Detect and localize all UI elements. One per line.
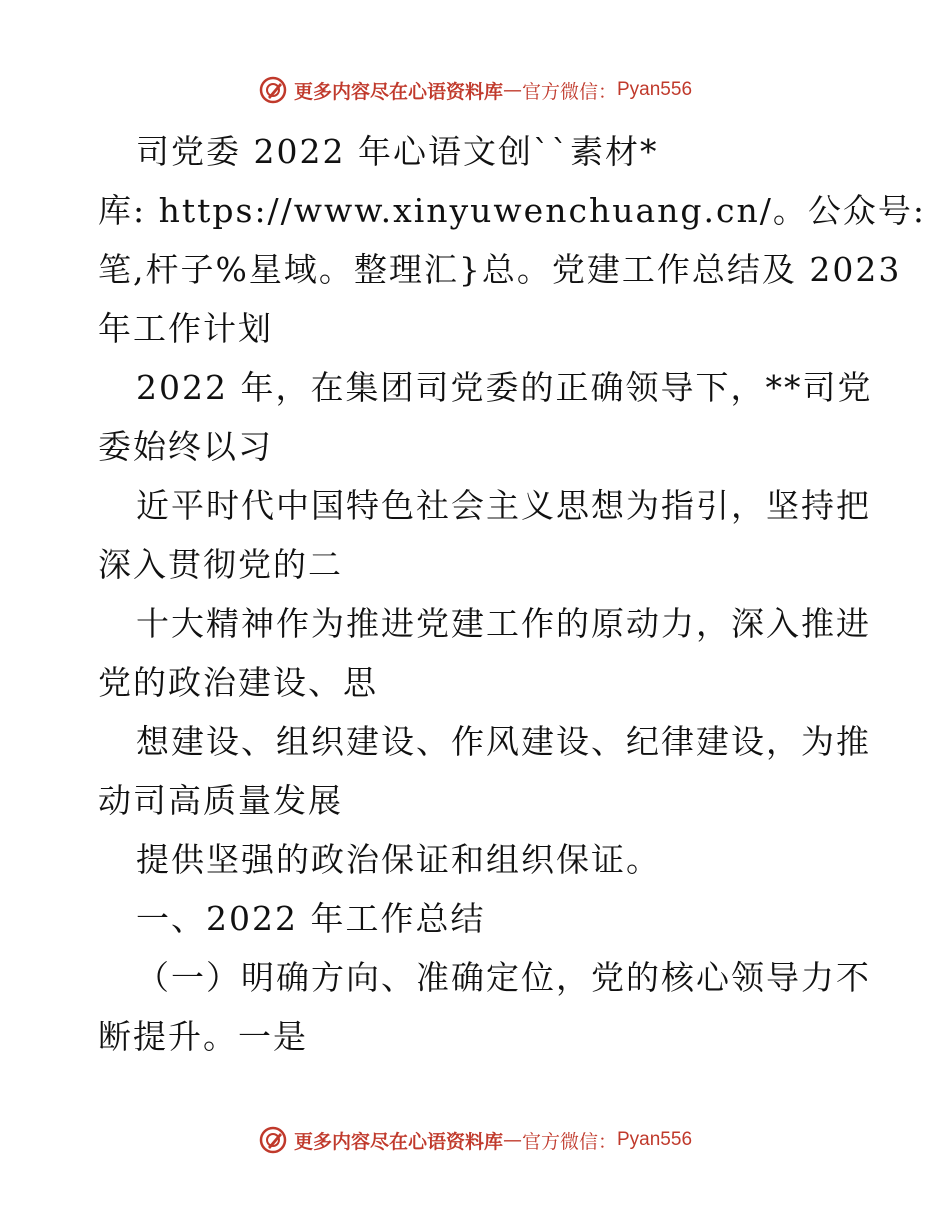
text-line-13: 提供坚强的政治保证和组织保证。 (136, 840, 661, 879)
text-line-2: 库: https://www.xinyuwenchuang.cn/。公众号: (98, 191, 926, 230)
pen-logo-icon (258, 1125, 288, 1155)
banner-wechat-label: 官方微信： (521, 1130, 617, 1153)
text-line-10: 党的政治建设、思 (98, 663, 378, 702)
text-line-15: （一）明确方向、准确定位，党的核心领导力不 (136, 958, 871, 997)
banner-main-text: 更多内容尽在心语资料库 (293, 1130, 503, 1153)
text-line-1: 司党委 2022 年心语文创``素材* (136, 132, 659, 171)
text-line-6: 委始终以习 (98, 427, 273, 466)
text-line-16: 断提升。一是 (98, 1017, 308, 1056)
banner-wechat-id: Pyan556 (617, 79, 693, 100)
pen-logo-icon (258, 75, 288, 105)
section-heading: 一、2022 年工作总结 (136, 899, 486, 938)
banner-dash: — (502, 1129, 522, 1151)
banner-wechat-label: 官方微信： (521, 80, 617, 103)
text-line-3: 笔,杆子%星域。整理汇}总。党建工作总结及 2023 (98, 250, 902, 289)
header-watermark-banner (0, 70, 950, 110)
document-body (98, 122, 926, 1066)
text-line-12: 动司高质量发展 (98, 781, 343, 820)
banner-wechat-id: Pyan556 (617, 1129, 693, 1150)
text-line-4: 年工作计划 (98, 309, 273, 348)
text-line-8: 深入贯彻党的二 (98, 545, 343, 584)
footer-watermark-banner (0, 1120, 950, 1160)
text-line-7: 近平时代中国特色社会主义思想为指引，坚持把 (136, 486, 871, 525)
text-line-9: 十大精神作为推进党建工作的原动力，深入推进 (136, 604, 871, 643)
text-line-5: 2022 年，在集团司党委的正确领导下，**司党 (136, 368, 873, 407)
banner-dash: — (502, 79, 522, 101)
banner-main-text: 更多内容尽在心语资料库 (293, 80, 503, 103)
text-line-11: 想建设、组织建设、作风建设、纪律建设，为推 (136, 722, 871, 761)
